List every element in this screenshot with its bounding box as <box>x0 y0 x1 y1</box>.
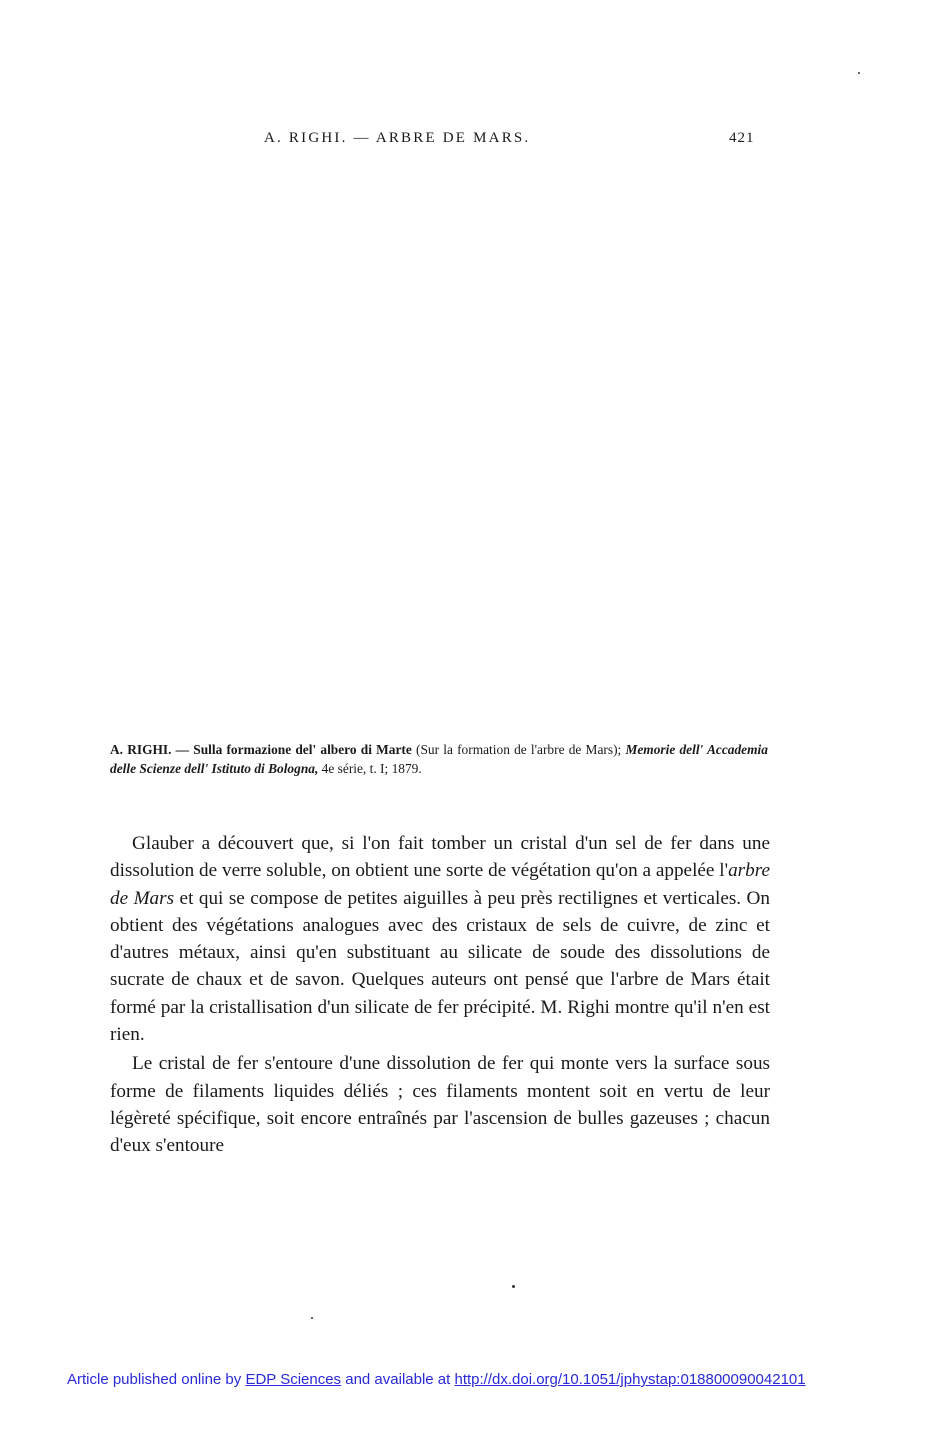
footer-middle: and available at <box>341 1371 455 1388</box>
page-number: 421 <box>729 130 755 146</box>
reference-translation: (Sur la formation de l'arbre de Mars); <box>415 742 622 757</box>
reference-details: 4e série, t. I; 1879. <box>321 761 422 776</box>
paragraph-1-start: Glauber a découvert que, si l'on fait tomber un cristal d'un sel de fer dans une dissolution de verre soluble, on obtient une sorte de végétation qu'on a appelée l' <box>110 833 770 882</box>
article-body <box>110 830 770 1160</box>
body-paragraph-2: Le cristal de fer s'entoure d'une dissolution de fer qui monte vers la surface sous forme de filaments liquides déliés ; ces filaments montent soit en vertu de leur légèreté spécifique, soit encore entraînés par l'ascension de bulles gazeuses ; chacun d'eux s'entoure <box>110 1053 770 1157</box>
publisher-link[interactable]: EDP Sciences <box>245 1371 342 1388</box>
running-head: A. RIGHI. — ARBRE DE MARS. <box>264 130 531 146</box>
term-arbre-de-mars: arbre de Mars <box>110 860 770 909</box>
paragraph-1-end: et qui se compose de petites aiguilles à peu près rectilignes et verticales. On obtient des végétations analogues avec des cristaux de sels de cuivre, de zinc et d'autres métaux, ainsi qu'en substituant au silicate de soude des dissolutions de sucrate de chaux et de savon. Quelques auteurs ont pensé que l'arbre de Mars était formé par la cristallisation d'un silicate de fer précipité. M. Righi montre qu'il n'en est rien. <box>110 887 771 1046</box>
scan-speck <box>858 72 860 74</box>
bibliographic-reference <box>110 740 768 778</box>
scan-speck <box>512 1285 515 1288</box>
reference-journal: Memorie dell' Accademia delle Scienze dell' Istituto di Bologna, <box>110 742 768 776</box>
doi-link[interactable]: http://dx.doi.org/10.1051/jphystap:018800090042101 <box>454 1371 806 1388</box>
publication-footer <box>67 1371 806 1388</box>
reference-title: Sulla formazione del' albero di Marte <box>193 742 412 757</box>
reference-author: A. RIGHI. — <box>110 742 190 757</box>
body-paragraph-1 <box>110 830 770 1048</box>
scan-speck <box>311 1317 313 1319</box>
footer-prefix: Article published online by <box>67 1371 246 1388</box>
